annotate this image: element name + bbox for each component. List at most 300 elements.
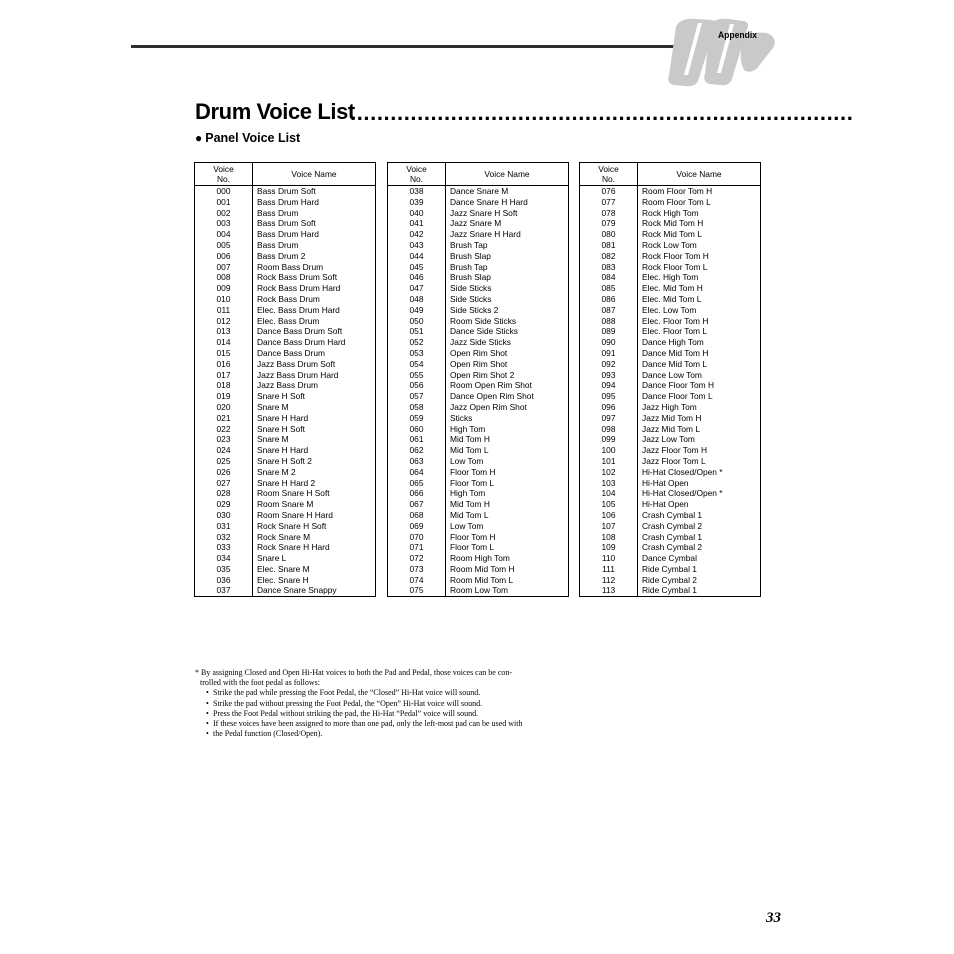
voice-number-cell: 058 xyxy=(388,402,446,413)
table-row xyxy=(580,380,761,391)
voice-number-cell: 085 xyxy=(580,283,638,294)
voice-name-cell: Dance High Tom xyxy=(638,337,761,348)
voice-name-cell: Elec. Snare H xyxy=(253,575,376,586)
table-row xyxy=(388,413,569,424)
header-voice-name: Voice Name xyxy=(638,163,761,186)
voice-number-cell: 065 xyxy=(388,478,446,489)
voice-name-cell: Mid Tom H xyxy=(446,434,569,445)
table-row xyxy=(580,456,761,467)
voice-name-cell: Jazz Bass Drum Hard xyxy=(253,370,376,381)
voice-name-cell: Jazz Bass Drum Soft xyxy=(253,359,376,370)
voice-table-1 xyxy=(194,162,376,597)
voice-number-cell: 039 xyxy=(388,197,446,208)
table-row xyxy=(388,488,569,499)
voice-number-cell: 113 xyxy=(580,585,638,596)
voice-number-cell: 013 xyxy=(195,326,253,337)
table-row xyxy=(195,424,376,435)
table-row xyxy=(580,208,761,219)
voice-name-cell: Jazz Snare H Hard xyxy=(446,229,569,240)
voice-number-cell: 099 xyxy=(580,434,638,445)
table-row xyxy=(195,391,376,402)
table-row xyxy=(580,553,761,564)
table-row xyxy=(388,564,569,575)
table-row xyxy=(195,402,376,413)
voice-name-cell: Jazz Mid Tom H xyxy=(638,413,761,424)
voice-number-cell: 007 xyxy=(195,262,253,273)
voice-number-cell: 022 xyxy=(195,424,253,435)
table-row xyxy=(580,197,761,208)
table-row xyxy=(580,521,761,532)
table-row xyxy=(580,272,761,283)
table-row xyxy=(388,391,569,402)
table-row xyxy=(195,262,376,273)
voice-number-cell: 074 xyxy=(388,575,446,586)
table-row xyxy=(580,186,761,197)
header-voice-no: Voice No. xyxy=(580,163,638,186)
voice-number-cell: 024 xyxy=(195,445,253,456)
voice-number-cell: 108 xyxy=(580,532,638,543)
voice-number-cell: 006 xyxy=(195,251,253,262)
voice-name-cell: Bass Drum xyxy=(253,240,376,251)
voice-number-cell: 087 xyxy=(580,305,638,316)
voice-number-cell: 064 xyxy=(388,467,446,478)
table-row xyxy=(195,240,376,251)
table-row xyxy=(195,208,376,219)
voice-number-cell: 062 xyxy=(388,445,446,456)
table-row xyxy=(580,478,761,489)
voice-name-cell: Jazz Snare H Soft xyxy=(446,208,569,219)
voice-name-cell: Floor Tom L xyxy=(446,542,569,553)
voice-number-cell: 021 xyxy=(195,413,253,424)
footnote-item: • Strike the pad while pressing the Foot Pedal, the “Closed” Hi-Hat voice will sound. xyxy=(207,688,565,698)
voice-number-cell: 093 xyxy=(580,370,638,381)
voice-number-cell: 049 xyxy=(388,305,446,316)
voice-number-cell: 068 xyxy=(388,510,446,521)
table-row xyxy=(388,208,569,219)
table-row xyxy=(388,272,569,283)
voice-name-cell: Floor Tom H xyxy=(446,532,569,543)
table-row xyxy=(195,532,376,543)
table-row xyxy=(580,445,761,456)
voice-name-cell: Side Sticks 2 xyxy=(446,305,569,316)
table-row xyxy=(195,359,376,370)
table-row xyxy=(195,316,376,327)
voice-number-cell: 101 xyxy=(580,456,638,467)
voice-name-cell: Dance Open Rim Shot xyxy=(446,391,569,402)
voice-number-cell: 019 xyxy=(195,391,253,402)
voice-name-cell: Elec. Low Tom xyxy=(638,305,761,316)
voice-number-cell: 003 xyxy=(195,218,253,229)
voice-name-cell: Room Snare M xyxy=(253,499,376,510)
voice-name-cell: Elec. Floor Tom H xyxy=(638,316,761,327)
voice-name-cell: Bass Drum 2 xyxy=(253,251,376,262)
voice-name-cell: Snare H Soft 2 xyxy=(253,456,376,467)
voice-number-cell: 060 xyxy=(388,424,446,435)
voice-number-cell: 090 xyxy=(580,337,638,348)
table-row xyxy=(195,337,376,348)
voice-name-cell: Rock Bass Drum Hard xyxy=(253,283,376,294)
voice-number-cell: 017 xyxy=(195,370,253,381)
table-row xyxy=(388,510,569,521)
voice-number-cell: 046 xyxy=(388,272,446,283)
voice-number-cell: 109 xyxy=(580,542,638,553)
voice-name-cell: Jazz Floor Tom H xyxy=(638,445,761,456)
voice-number-cell: 104 xyxy=(580,488,638,499)
voice-name-cell: Low Tom xyxy=(446,521,569,532)
voice-name-cell: Dance Floor Tom L xyxy=(638,391,761,402)
voice-name-cell: Bass Drum Soft xyxy=(253,218,376,229)
voice-number-cell: 010 xyxy=(195,294,253,305)
table-row xyxy=(388,337,569,348)
table-row xyxy=(580,305,761,316)
voice-name-cell: Dance Bass Drum Hard xyxy=(253,337,376,348)
voice-name-cell: Rock Bass Drum xyxy=(253,294,376,305)
table-row xyxy=(195,521,376,532)
voice-name-cell: Mid Tom L xyxy=(446,510,569,521)
voice-name-cell: Hi-Hat Closed/Open * xyxy=(638,467,761,478)
voice-number-cell: 102 xyxy=(580,467,638,478)
voice-number-cell: 071 xyxy=(388,542,446,553)
table-row xyxy=(195,445,376,456)
voice-name-cell: Low Tom xyxy=(446,456,569,467)
voice-name-cell: Snare H Hard xyxy=(253,413,376,424)
voice-number-cell: 038 xyxy=(388,186,446,197)
voice-name-cell: Ride Cymbal 2 xyxy=(638,575,761,586)
voice-name-cell: Dance Snare M xyxy=(446,186,569,197)
voice-number-cell: 026 xyxy=(195,467,253,478)
voice-name-cell: Snare M xyxy=(253,402,376,413)
table-row xyxy=(195,434,376,445)
voice-name-cell: Dance Floor Tom H xyxy=(638,380,761,391)
table-row xyxy=(388,521,569,532)
table-row xyxy=(195,510,376,521)
voice-name-cell: Dance Side Sticks xyxy=(446,326,569,337)
voice-name-cell: Hi-Hat Closed/Open * xyxy=(638,488,761,499)
table-row xyxy=(195,348,376,359)
table-row xyxy=(580,218,761,229)
voice-number-cell: 082 xyxy=(580,251,638,262)
voice-number-cell: 041 xyxy=(388,218,446,229)
voice-number-cell: 081 xyxy=(580,240,638,251)
voice-name-cell: Dance Bass Drum Soft xyxy=(253,326,376,337)
voice-name-cell: Rock Mid Tom H xyxy=(638,218,761,229)
voice-number-cell: 051 xyxy=(388,326,446,337)
table-row xyxy=(195,370,376,381)
table-row xyxy=(388,585,569,596)
voice-name-cell: Bass Drum Hard xyxy=(253,229,376,240)
table-row xyxy=(195,413,376,424)
voice-name-cell: Rock Snare H Hard xyxy=(253,542,376,553)
voice-number-cell: 030 xyxy=(195,510,253,521)
table-row xyxy=(580,510,761,521)
voice-name-cell: Elec. Bass Drum xyxy=(253,316,376,327)
voice-number-cell: 055 xyxy=(388,370,446,381)
header-voice-no: Voice No. xyxy=(195,163,253,186)
table-row xyxy=(388,359,569,370)
table-row xyxy=(388,532,569,543)
voice-name-cell: Jazz Snare M xyxy=(446,218,569,229)
voice-name-cell: Room Bass Drum xyxy=(253,262,376,273)
voice-name-cell: Dance Cymbal xyxy=(638,553,761,564)
voice-number-cell: 000 xyxy=(195,186,253,197)
voice-number-cell: 009 xyxy=(195,283,253,294)
header-voice-name: Voice Name xyxy=(446,163,569,186)
voice-number-cell: 004 xyxy=(195,229,253,240)
voice-name-cell: Rock Mid Tom L xyxy=(638,229,761,240)
voice-name-cell: Jazz Side Sticks xyxy=(446,337,569,348)
table-row xyxy=(580,283,761,294)
voice-name-cell: Bass Drum Hard xyxy=(253,197,376,208)
table-row xyxy=(388,370,569,381)
table-row xyxy=(388,456,569,467)
voice-name-cell: Side Sticks xyxy=(446,294,569,305)
table-row xyxy=(388,326,569,337)
voice-number-cell: 005 xyxy=(195,240,253,251)
table-row xyxy=(195,251,376,262)
voice-name-cell: Hi-Hat Open xyxy=(638,478,761,489)
appendix-logo-icon xyxy=(666,15,778,87)
table-row xyxy=(580,337,761,348)
voice-number-cell: 035 xyxy=(195,564,253,575)
footnote-item: • Press the Foot Pedal without striking the pad, the Hi-Hat “Pedal” voice will sound. xyxy=(207,709,565,719)
voice-number-cell: 092 xyxy=(580,359,638,370)
voice-name-cell: Crash Cymbal 1 xyxy=(638,510,761,521)
voice-number-cell: 103 xyxy=(580,478,638,489)
voice-name-cell: Room Open Rim Shot xyxy=(446,380,569,391)
voice-name-cell: High Tom xyxy=(446,424,569,435)
voice-name-cell: Ride Cymbal 1 xyxy=(638,585,761,596)
voice-name-cell: Mid Tom H xyxy=(446,499,569,510)
table-row xyxy=(580,391,761,402)
footnote-item: • If these voices have been assigned to more than one pad, only the left-most pad can be used with xyxy=(207,719,565,729)
table-row xyxy=(388,186,569,197)
voice-name-cell: Snare H Soft xyxy=(253,391,376,402)
table-row xyxy=(388,251,569,262)
voice-number-cell: 078 xyxy=(580,208,638,219)
table-row xyxy=(580,294,761,305)
table-row xyxy=(388,240,569,251)
voice-name-cell: Crash Cymbal 1 xyxy=(638,532,761,543)
voice-name-cell: Snare H Hard xyxy=(253,445,376,456)
voice-number-cell: 075 xyxy=(388,585,446,596)
table-row xyxy=(580,370,761,381)
voice-name-cell: Rock Snare M xyxy=(253,532,376,543)
voice-number-cell: 111 xyxy=(580,564,638,575)
voice-number-cell: 063 xyxy=(388,456,446,467)
voice-name-cell: Jazz Low Tom xyxy=(638,434,761,445)
table-row xyxy=(195,186,376,197)
voice-number-cell: 072 xyxy=(388,553,446,564)
voice-name-cell: Jazz High Tom xyxy=(638,402,761,413)
table-row xyxy=(388,316,569,327)
table-row xyxy=(388,294,569,305)
voice-name-cell: Jazz Bass Drum xyxy=(253,380,376,391)
table-row xyxy=(195,197,376,208)
table-row xyxy=(388,348,569,359)
table-row xyxy=(388,542,569,553)
voice-name-cell: Hi-Hat Open xyxy=(638,499,761,510)
voice-name-cell: Mid Tom L xyxy=(446,445,569,456)
voice-name-cell: Bass Drum Soft xyxy=(253,186,376,197)
voice-number-cell: 015 xyxy=(195,348,253,359)
table-row xyxy=(195,564,376,575)
voice-number-cell: 095 xyxy=(580,391,638,402)
voice-number-cell: 042 xyxy=(388,229,446,240)
voice-number-cell: 073 xyxy=(388,564,446,575)
table-row xyxy=(580,499,761,510)
voice-number-cell: 037 xyxy=(195,585,253,596)
table-row xyxy=(388,424,569,435)
voice-number-cell: 002 xyxy=(195,208,253,219)
table-row xyxy=(580,424,761,435)
table-row xyxy=(195,478,376,489)
voice-name-cell: Room Floor Tom H xyxy=(638,186,761,197)
voice-name-cell: Elec. Mid Tom L xyxy=(638,294,761,305)
table-row xyxy=(195,488,376,499)
voice-name-cell: Room Mid Tom H xyxy=(446,564,569,575)
voice-number-cell: 027 xyxy=(195,478,253,489)
table-row xyxy=(388,305,569,316)
table-row xyxy=(195,229,376,240)
table-row xyxy=(388,499,569,510)
voice-number-cell: 012 xyxy=(195,316,253,327)
voice-table-3 xyxy=(579,162,761,597)
voice-number-cell: 031 xyxy=(195,521,253,532)
voice-number-cell: 080 xyxy=(580,229,638,240)
voice-number-cell: 079 xyxy=(580,218,638,229)
voice-number-cell: 034 xyxy=(195,553,253,564)
table-row xyxy=(580,564,761,575)
page-number: 33 xyxy=(766,910,781,926)
voice-number-cell: 040 xyxy=(388,208,446,219)
header-voice-no: Voice No. xyxy=(388,163,446,186)
voice-name-cell: Bass Drum xyxy=(253,208,376,219)
voice-number-cell: 070 xyxy=(388,532,446,543)
voice-name-cell: Snare L xyxy=(253,553,376,564)
voice-number-cell: 107 xyxy=(580,521,638,532)
voice-name-cell: Snare H Soft xyxy=(253,424,376,435)
table-row xyxy=(388,434,569,445)
voice-number-cell: 018 xyxy=(195,380,253,391)
voice-number-cell: 029 xyxy=(195,499,253,510)
table-row xyxy=(195,542,376,553)
voice-number-cell: 086 xyxy=(580,294,638,305)
voice-name-cell: High Tom xyxy=(446,488,569,499)
voice-number-cell: 008 xyxy=(195,272,253,283)
table-row xyxy=(195,326,376,337)
table-row xyxy=(580,488,761,499)
table-row xyxy=(195,499,376,510)
voice-name-cell: Crash Cymbal 2 xyxy=(638,521,761,532)
voice-name-cell: Jazz Floor Tom L xyxy=(638,456,761,467)
voice-number-cell: 098 xyxy=(580,424,638,435)
voice-name-cell: Open Rim Shot xyxy=(446,359,569,370)
table-row xyxy=(580,240,761,251)
voice-number-cell: 084 xyxy=(580,272,638,283)
voice-number-cell: 076 xyxy=(580,186,638,197)
voice-number-cell: 059 xyxy=(388,413,446,424)
voice-number-cell: 096 xyxy=(580,402,638,413)
voice-name-cell: Dance Low Tom xyxy=(638,370,761,381)
voice-name-cell: Elec. Bass Drum Hard xyxy=(253,305,376,316)
table-row xyxy=(580,575,761,586)
voice-number-cell: 056 xyxy=(388,380,446,391)
table-row xyxy=(388,445,569,456)
voice-name-cell: Rock Snare H Soft xyxy=(253,521,376,532)
table-row xyxy=(195,305,376,316)
table-row xyxy=(388,197,569,208)
voice-name-cell: Brush Slap xyxy=(446,251,569,262)
voice-name-cell: Open Rim Shot xyxy=(446,348,569,359)
voice-name-cell: Room Snare H Soft xyxy=(253,488,376,499)
table-row xyxy=(195,467,376,478)
voice-name-cell: Crash Cymbal 2 xyxy=(638,542,761,553)
voice-name-cell: Room Side Sticks xyxy=(446,316,569,327)
voice-number-cell: 057 xyxy=(388,391,446,402)
voice-name-cell: Sticks xyxy=(446,413,569,424)
voice-name-cell: Rock High Tom xyxy=(638,208,761,219)
voice-number-cell: 001 xyxy=(195,197,253,208)
voice-number-cell: 050 xyxy=(388,316,446,327)
voice-number-cell: 105 xyxy=(580,499,638,510)
footnote-intro: * By assigning Closed and Open Hi-Hat voices to both the Pad and Pedal, those voices can be con- xyxy=(195,668,513,677)
voice-number-cell: 043 xyxy=(388,240,446,251)
voice-number-cell: 032 xyxy=(195,532,253,543)
table-row xyxy=(388,467,569,478)
table-row xyxy=(388,229,569,240)
table-row xyxy=(580,229,761,240)
voice-number-cell: 045 xyxy=(388,262,446,273)
table-row xyxy=(195,575,376,586)
voice-table-2 xyxy=(387,162,569,597)
header-voice-name: Voice Name xyxy=(253,163,376,186)
voice-name-cell: Snare M xyxy=(253,434,376,445)
voice-number-cell: 023 xyxy=(195,434,253,445)
table-row xyxy=(580,359,761,370)
voice-number-cell: 025 xyxy=(195,456,253,467)
voice-name-cell: Elec. High Tom xyxy=(638,272,761,283)
voice-number-cell: 069 xyxy=(388,521,446,532)
voice-name-cell: Jazz Open Rim Shot xyxy=(446,402,569,413)
voice-name-cell: Dance Snare Snappy xyxy=(253,585,376,596)
table-row xyxy=(195,218,376,229)
voice-name-cell: Ride Cymbal 1 xyxy=(638,564,761,575)
voice-number-cell: 028 xyxy=(195,488,253,499)
voice-name-cell: Brush Tap xyxy=(446,240,569,251)
voice-name-cell: Rock Floor Tom L xyxy=(638,262,761,273)
voice-number-cell: 097 xyxy=(580,413,638,424)
table-row xyxy=(580,434,761,445)
voice-name-cell: Side Sticks xyxy=(446,283,569,294)
voice-name-cell: Brush Tap xyxy=(446,262,569,273)
voice-name-cell: Rock Floor Tom H xyxy=(638,251,761,262)
table-row xyxy=(580,467,761,478)
table-row xyxy=(580,316,761,327)
voice-number-cell: 053 xyxy=(388,348,446,359)
voice-number-cell: 052 xyxy=(388,337,446,348)
section-subheading xyxy=(195,131,300,145)
voice-name-cell: Rock Bass Drum Soft xyxy=(253,272,376,283)
voice-number-cell: 066 xyxy=(388,488,446,499)
table-row xyxy=(388,218,569,229)
footnote-intro-continued: trolled with the foot pedal as follows: xyxy=(200,678,320,688)
voice-name-cell: Elec. Mid Tom H xyxy=(638,283,761,294)
title-leader-dots: ........................................................................... xyxy=(350,100,854,125)
page-title: Drum Voice List xyxy=(195,99,355,124)
voice-number-cell: 016 xyxy=(195,359,253,370)
voice-number-cell: 048 xyxy=(388,294,446,305)
footnote-item-continued: • the Pedal function (Closed/Open). xyxy=(207,729,565,739)
